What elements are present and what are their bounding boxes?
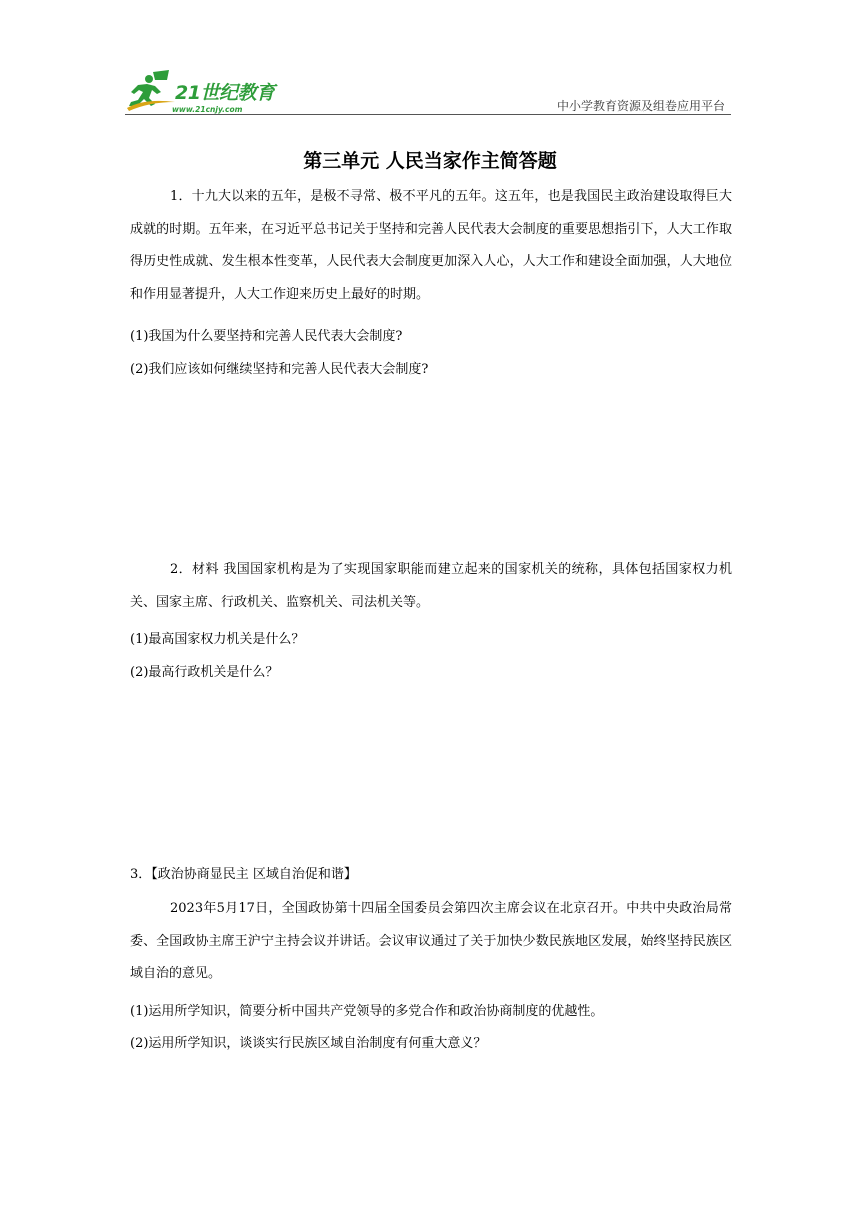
- page-header: [125, 64, 731, 116]
- logo-url: www.21cnjy.com: [172, 105, 243, 114]
- q1-material: 1．十九大以来的五年，是极不寻常、极不平凡的五年。这五年，也是我国民主政治建设取得巨大成就的时期。五年来，在习近平总书记关于坚持和完善人民代表大会制度的重要思想指引下，人大工作取得历史性成就、发生根本性变革，人民代表大会制度更加深入人心，人大工作和建设全面加强，人大地位和作用显著提升，人大工作迎来历史上最好的时期。: [130, 189, 732, 302]
- header-divider: [125, 114, 731, 115]
- q3-sub1: (1)运用所学知识，简要分析中国共产党领导的多党合作和政治协商制度的优越性。: [130, 1004, 604, 1019]
- q1-sub1: (1)我国为什么要坚持和完善人民代表大会制度?: [130, 329, 403, 344]
- q2-sub1: (1)最高国家权力机关是什么？: [130, 632, 305, 647]
- platform-name: 中小学教育资源及组卷应用平台: [556, 99, 725, 113]
- q3-heading: 3．【政治协商显民主 区域自治促和谐】: [130, 867, 357, 882]
- runner-logo-icon: [125, 68, 177, 112]
- logo: [125, 68, 295, 112]
- q3-material: 2023年5月17日，全国政协第十四届全国委员会第四次主席会议在北京召开。中共中央政治局常委、全国政协主席王沪宁主持会议并讲话。会议审议通过了关于加快少数民族地区发展，始终坚持民族区域自治的意见。: [130, 901, 732, 981]
- q2-material: 2．材料 我国国家机构是为了实现国家职能而建立起来的国家机关的统称，具体包括国家权力机关、国家主席、行政机关、监察机关、司法机关等。: [130, 562, 732, 610]
- q3-sub2: (2)运用所学知识，谈谈实行民族区域自治制度有何重大意义？: [130, 1036, 487, 1051]
- page-title: 第三单元 人民当家作主简答题: [303, 150, 557, 172]
- q1-sub2: (2)我们应该如何继续坚持和完善人民代表大会制度?: [130, 362, 429, 377]
- q2-sub2: (2)最高行政机关是什么？: [130, 665, 279, 680]
- logo-text: 21世纪教育: [175, 82, 275, 104]
